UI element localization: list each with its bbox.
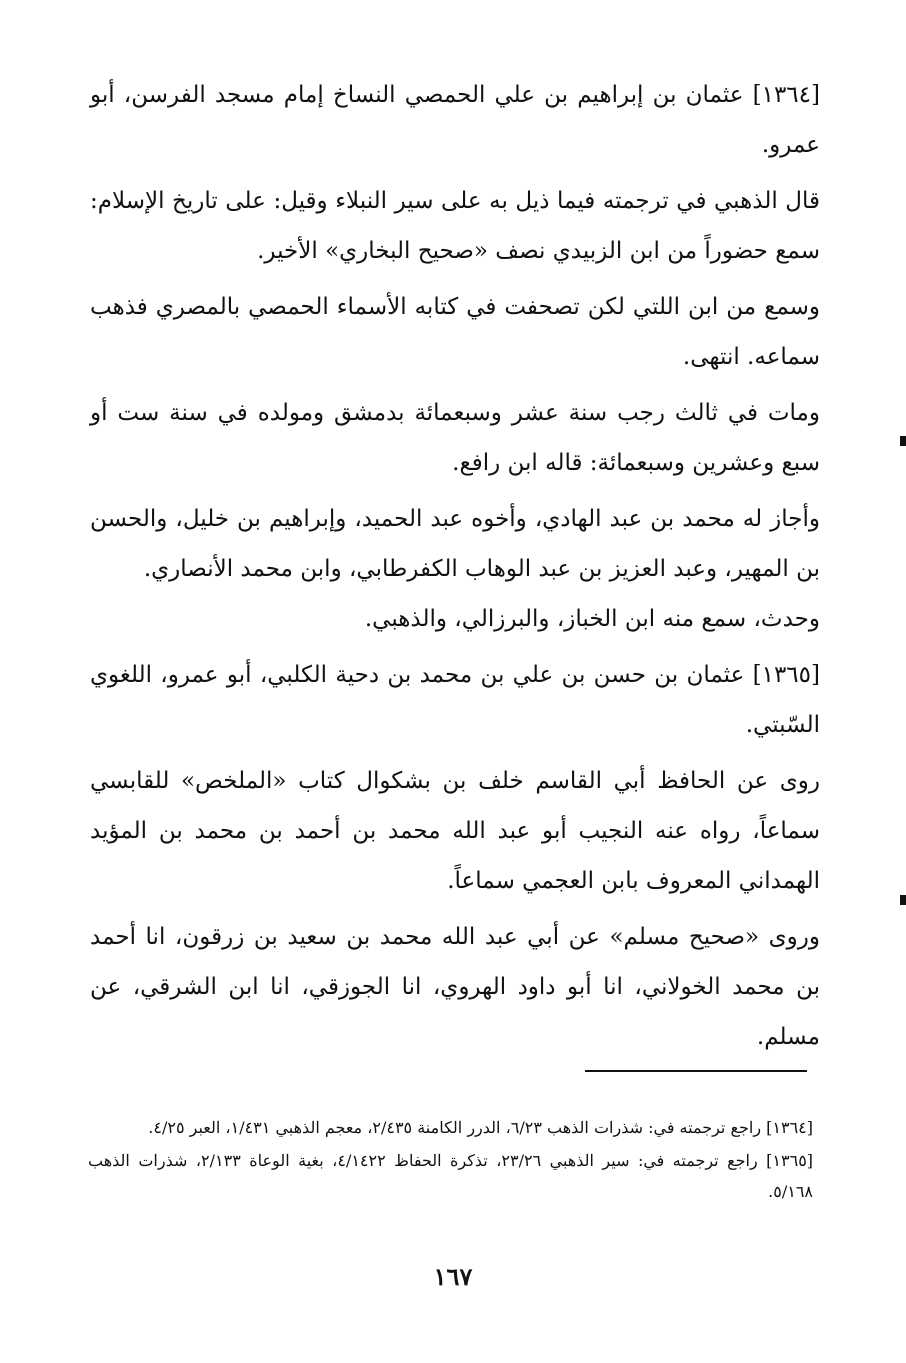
paragraph: وحدث، سمع منه ابن الخباز، والبرزالي، والذهبي. [364,606,820,632]
page-number: ١٦٧ [433,1262,473,1291]
entry-1365-heading: [١٣٦٥] عثمان بن حسن بن علي بن محمد بن دحية الكلبي، أبو عمرو، اللغوي السّبتي. [90,662,820,738]
edge-mark [900,895,906,905]
footnotes [88,1112,813,1209]
paragraph: ومات في ثالث رجب سنة عشر وسبعمائة بدمشق ومولده في سنة ست أو سبع وعشرين وسبعمائة: قاله ابن رافع. [90,400,820,476]
entry-1364-heading: [١٣٦٤] عثمان بن إبراهيم بن علي الحمصي النساخ إمام مسجد الفرسن، أبو عمرو. [90,82,820,158]
paragraph: وسمع من ابن اللتي لكن تصحفت في كتابه الأسماء الحمصي بالمصري فذهب سماعه. انتهى. [90,294,820,370]
paragraph: روى عن الحافظ أبي القاسم خلف بن بشكوال كتاب «الملخص» للقابسي سماعاً، رواه عنه النجيب أبو عبد الله محمد بن أحمد بن محمد بن المؤيد الهمداني المعروف بابن العجمي سماعاً. [90,768,820,894]
paragraph: وروى «صحيح مسلم» عن أبي عبد الله محمد بن سعيد بن زرقون، انا أحمد بن محمد الخولاني، انا أبو داود الهروي، انا الجوزقي، انا ابن الشرقي، عن مسلم. [90,924,820,1050]
footnote-1364: [١٣٦٤] راجع ترجمته في: شذرات الذهب ٦/٢٣، الدرر الكامنة ٢/٤٣٥، معجم الذهبي ١/٤٣١، العبر ٤/٢٥. [148,1118,813,1137]
edge-mark [900,436,906,446]
paragraph: قال الذهبي في ترجمته فيما ذيل به على سير النبلاء وقيل: على تاريخ الإسلام: سمع حضوراً من ابن الزبيدي نصف «صحيح البخاري» الأخير. [90,188,820,264]
footnote-1365: [١٣٦٥] راجع ترجمته في: سير الذهبي ٢٣/٢٦، تذكرة الحفاظ ٤/١٤٢٢، بغية الوعاة ٢/١٣٣، شذرات الذهب ٥/١٦٨. [88,1151,814,1201]
main-text [90,70,820,1068]
paragraph: وأجاز له محمد بن عبد الهادي، وأخوه عبد الحميد، وإبراهيم بن خليل، والحسن بن المهير، وعبد العزيز بن عبد الوهاب الكفرطابي، وابن محمد الأنصاري. [90,506,820,582]
footnote-separator [585,1070,807,1072]
